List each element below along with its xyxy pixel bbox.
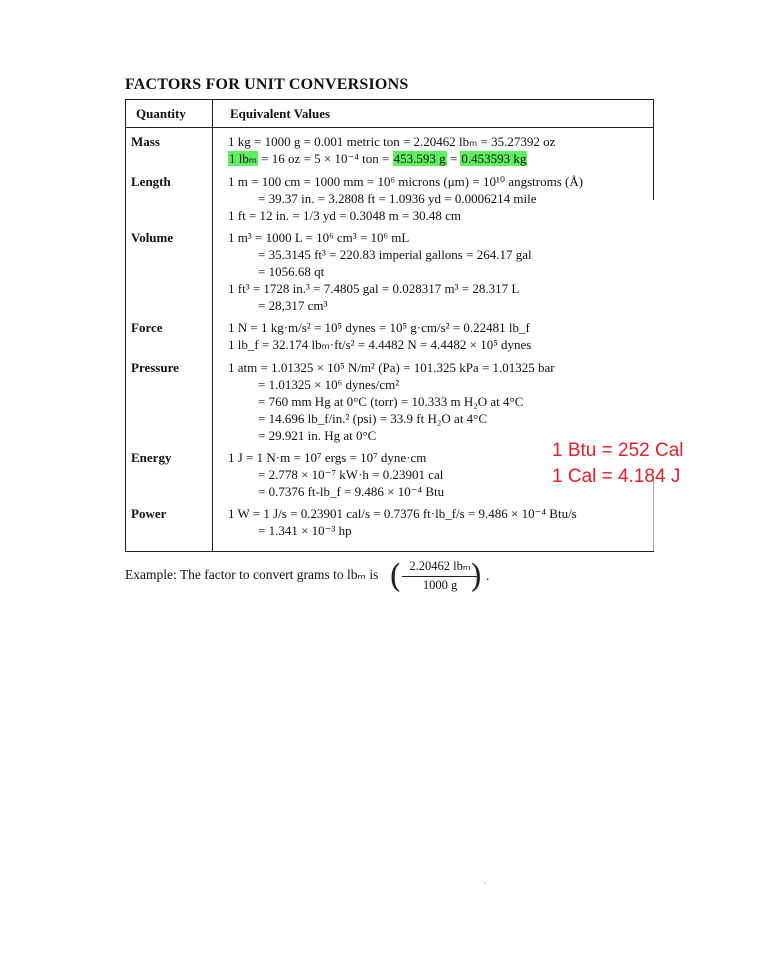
highlight-lbm: 1 lbₘ (229, 151, 257, 166)
example-end: . (486, 568, 490, 583)
right-border (653, 100, 654, 200)
energy-line-1: 1 J = 1 N·m = 10⁷ ergs = 10⁷ dyne·cm (228, 450, 427, 465)
mass-line-2-eq: = (446, 151, 461, 166)
quantity-mass: Mass (131, 134, 160, 149)
quantity-pressure: Pressure (131, 360, 179, 375)
quantity-force: Force (131, 320, 163, 335)
quantity-energy: Energy (131, 450, 172, 465)
header-values: Equivalent Values (230, 106, 331, 121)
length-line-2: = 39.37 in. = 3.2808 ft = 1.0936 yd = 0.0006214 mile (258, 191, 537, 206)
header-divider (126, 127, 654, 128)
example-text: Example: The factor to convert grams to lbₘ is (125, 567, 379, 582)
volume-line-3: = 1056.68 qt (258, 264, 325, 279)
force-line-2: 1 lb_f = 32.174 lbₘ·ft/s² = 4.4482 N = 4.4482 × 10⁵ dynes (228, 337, 532, 352)
pressure-line-4: = 14.696 lb_f/in.² (psi) = 33.9 ft H₂O at 4°C (258, 411, 488, 426)
quantity-length: Length (131, 174, 171, 189)
highlight-grams: 453.593 g (393, 151, 446, 166)
right-border-lower (653, 480, 654, 551)
fraction-bar (402, 576, 478, 577)
scan-speck (484, 882, 486, 884)
volume-line-1: 1 m³ = 1000 L = 10⁶ cm³ = 10⁶ mL (228, 230, 410, 245)
power-line-1: 1 W = 1 J/s = 0.23901 cal/s = 0.7376 ft·lb_f/s = 9.486 × 10⁻⁴ Btu/s (228, 506, 577, 521)
page-title: FACTORS FOR UNIT CONVERSIONS (125, 76, 409, 93)
highlight-kg: 0.453593 kg (461, 151, 527, 166)
power-line-2: = 1.341 × 10⁻³ hp (258, 523, 352, 538)
mass-line-2-text: = 16 oz = 5 × 10⁻⁴ ton = (257, 151, 393, 166)
energy-line-3: = 0.7376 ft-lb_f = 9.486 × 10⁻⁴ Btu (258, 484, 445, 499)
left-paren: ( (389, 557, 402, 595)
mass-line-1: 1 kg = 1000 g = 0.001 metric ton = 2.20462 lbₘ = 35.27392 oz (228, 134, 556, 149)
volume-line-2: = 35.3145 ft³ = 220.83 imperial gallons = 264.17 gal (258, 247, 532, 262)
header-quantity: Quantity (136, 106, 186, 121)
length-line-1: 1 m = 100 cm = 1000 mm = 10⁶ microns (μm) = 10¹⁰ angstroms (Å) (228, 174, 584, 189)
volume-line-4: 1 ft³ = 1728 in.³ = 7.4805 gal = 0.028317 m³ = 28.317 L (228, 281, 520, 296)
pressure-line-3: = 760 mm Hg at 0°C (torr) = 10.333 m H₂O at 4°C (258, 394, 524, 409)
length-line-3: 1 ft = 12 in. = 1/3 yd = 0.3048 m = 30.48 cm (228, 208, 461, 223)
annotation-btu: 1 Btu = 252 Cal (552, 440, 684, 461)
volume-line-5: = 28,317 cm³ (258, 298, 328, 313)
pressure-line-1: 1 atm = 1.01325 × 10⁵ N/m² (Pa) = 101.325 kPa = 1.01325 bar (228, 360, 555, 375)
quantity-power: Power (131, 506, 167, 521)
quantity-volume: Volume (131, 230, 174, 245)
mass-line-2 (228, 151, 527, 167)
annotation-cal: 1 Cal = 4.184 J (552, 466, 681, 487)
pressure-line-5: = 29.921 in. Hg at 0°C (258, 428, 377, 443)
right-paren: ) (470, 557, 483, 595)
energy-line-2: = 2.778 × 10⁻⁷ kW·h = 0.23901 cal (258, 467, 444, 482)
force-line-1: 1 N = 1 kg·m/s² = 10⁵ dynes = 10⁵ g·cm/s² = 0.22481 lb_f (228, 320, 530, 335)
pressure-line-2: = 1.01325 × 10⁶ dynes/cm² (258, 377, 400, 392)
column-divider (212, 100, 213, 551)
fraction-numerator: 2.20462 lbₘ (409, 559, 471, 573)
fraction-denominator: 1000 g (422, 578, 458, 592)
